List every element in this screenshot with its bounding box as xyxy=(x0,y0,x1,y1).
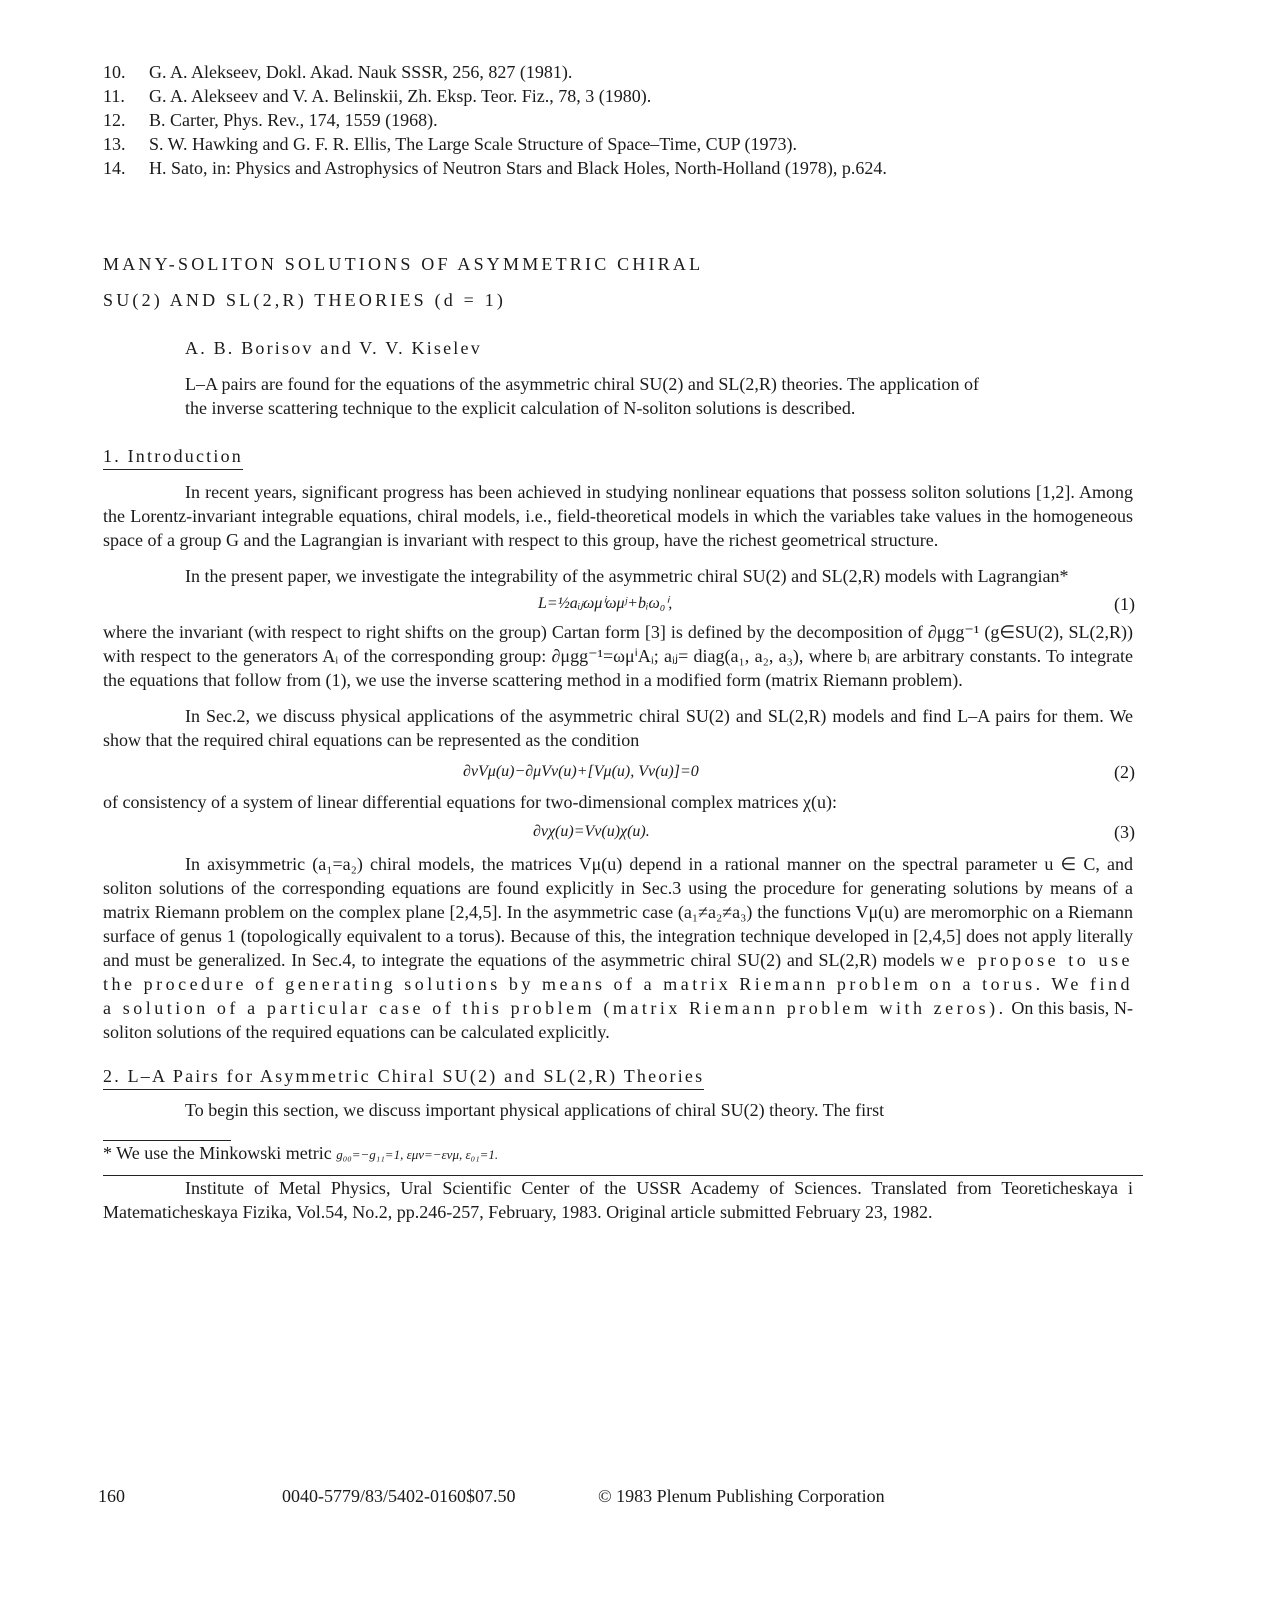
equation-1-number: (1) xyxy=(1114,594,1135,614)
publication-code: 0040-5779/83/5402-0160$07.50 xyxy=(282,1486,516,1506)
article-abstract: L–A pairs are found for the equations of the asymmetric chiral SU(2) and SL(2,R) theories. The application of the inverse scattering technique to the explicit calculation of N-soliton solutions is described. xyxy=(185,374,979,418)
equation-3-formula: ∂νχ(u)=Vν(u)χ(u). xyxy=(533,823,650,840)
equation-2-number: (2) xyxy=(1114,762,1135,782)
reference-item: 13. S. W. Hawking and G. F. R. Ellis, The Large Scale Structure of Space–Time, CUP (1973). xyxy=(103,134,797,154)
section2-paragraph-1: To begin this section, we discuss important physical applications of chiral SU(2) theory. The first xyxy=(185,1100,885,1120)
intro-paragraph-6: In axisymmetric (a₁=a₂) chiral models, the matrices Vμ(u) depend in a rational manner on the spectral parameter u ∈ C, and soliton solutions of the corresponding equations are found explicitly in Sec.3 using the procedure for generating solutions by means of a matrix Riemann problem on the complex plane [2,4,5]. In the asymmetric case (a₁≠a₂≠a₃) the functions Vμ(u) are meromorphic on a Riemann surface of genus 1 (topologically equivalent to a torus). Because of this, the integration technique developed in [2,4,5] does not apply literally and must be generalized. In Sec.4, to integrate the equations of the asymmetric chiral SU(2) and SL(2,R) models we propose to use the procedure of generating solutions by means of a matrix Riemann problem on a torus. We find a solution of a particular case of this problem (matrix Riemann problem with zeros). On this basis, N-soliton solutions of the required equations can be calculated explicitly. xyxy=(103,854,1134,1042)
intro-paragraph-4: In Sec.2, we discuss physical applications of the asymmetric chiral SU(2) and SL(2,R) models and find L–A pairs for them. We show that the required chiral equations can be represented as the condition xyxy=(103,706,1133,750)
reference-list xyxy=(103,60,1133,180)
section-heading-la-pairs: 2. L–A Pairs for Asymmetric Chiral SU(2) and SL(2,R) Theories xyxy=(103,1064,704,1090)
intro-paragraph-2: In the present paper, we investigate the integrability of the asymmetric chiral SU(2) and SL(2,R) models with Lagrangian* xyxy=(185,566,1069,586)
affiliation-note: Institute of Metal Physics, Ural Scientific Center of the USSR Academy of Sciences. Translated from Teoreticheskaya i Matematicheskaya Fizika, Vol.54, No.2, pp.246-257, February, 1983. Original article submitted February 23, 1982. xyxy=(103,1178,1133,1222)
reference-item: 10. G. A. Alekseev, Dokl. Akad. Nauk SSSR, 256, 827 (1981). xyxy=(103,62,573,82)
intro-paragraph-5: of consistency of a system of linear differential equations for two-dimensional complex matrices χ(u): xyxy=(103,792,837,812)
article-authors: A. B. Borisov and V. V. Kiselev xyxy=(185,338,482,358)
page-body xyxy=(103,60,1133,1224)
equation-3-number: (3) xyxy=(1114,822,1135,842)
reference-item: 12. B. Carter, Phys. Rev., 174, 1559 (1968). xyxy=(103,110,438,130)
page-number: 160 xyxy=(98,1486,125,1506)
equation-2-formula: ∂νVμ(u)−∂μVν(u)+[Vμ(u), Vν(u)]=0 xyxy=(463,763,699,780)
footnote: * We use the Minkowski metric g₀₀=−g₁₁=1, εμν=−ενμ, ε₀₁=1. xyxy=(103,1143,499,1163)
intro-paragraph-3: where the invariant (with respect to right shifts on the group) Cartan form [3] is defined by the decomposition of ∂μgg⁻¹ (g∈SU(2), SL(2,R)) with respect to the generators Aᵢ of the corresponding group: ∂μgg⁻¹=ωμⁱAᵢ; aᵢⱼ= diag(a₁, a₂, a₃), where bᵢ are arbitrary constants. To integrate the equations that follow from (1), we use the inverse scattering method in a modified form (matrix Riemann problem). xyxy=(103,622,1133,690)
equation-2 xyxy=(103,760,1133,784)
section-heading-introduction: 1. Introduction xyxy=(103,444,243,470)
article-title-line2: SU(2) AND SL(2,R) THEORIES (d = 1) xyxy=(103,290,507,310)
equation-3 xyxy=(103,820,1133,844)
equation-1 xyxy=(103,592,1133,616)
equation-1-formula: L=½aᵢⱼωμⁱωμʲ+bᵢω₀ⁱ, xyxy=(538,595,673,612)
copyright-notice: © 1983 Plenum Publishing Corporation xyxy=(598,1486,885,1506)
reference-item: 14. H. Sato, in: Physics and Astrophysics of Neutron Stars and Black Holes, North-Holland (1978), p.624. xyxy=(103,158,887,178)
reference-item: 11. G. A. Alekseev and V. A. Belinskii, Zh. Eksp. Teor. Fiz., 78, 3 (1980). xyxy=(103,86,652,106)
intro-paragraph-1: In recent years, significant progress has been achieved in studying nonlinear equations that possess soliton solutions [1,2]. Among the Lorentz-invariant integrable equations, chiral models, i.e., field-theoretical models in which the variables take values in the homogeneous space of a group G and the Lagrangian is invariant with respect to this group, have the richest geometrical structure. xyxy=(103,482,1133,550)
article-title-line1: MANY-SOLITON SOLUTIONS OF ASYMMETRIC CHIRAL xyxy=(103,254,704,274)
